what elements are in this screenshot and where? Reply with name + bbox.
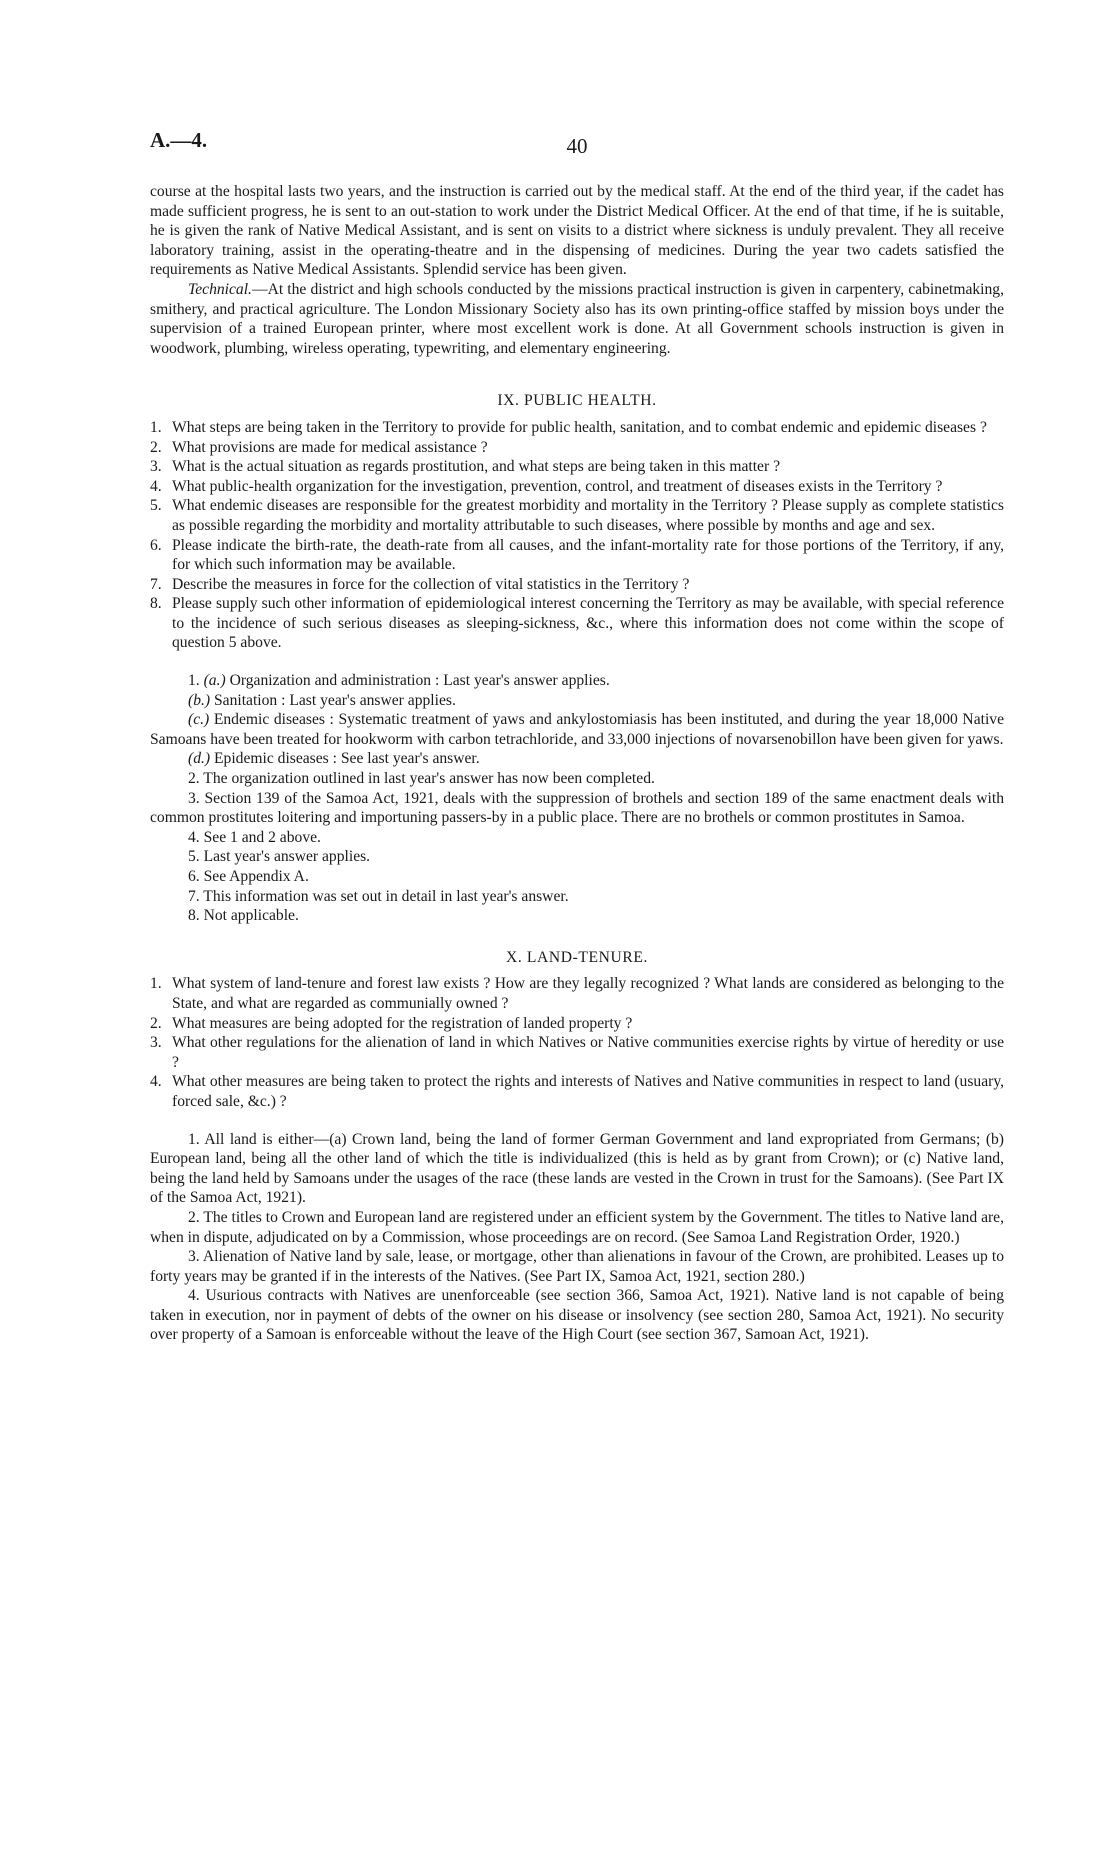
answer-7: 7. This information was set out in detail in last year's answer. — [188, 887, 569, 905]
question-number: 5. — [150, 497, 162, 515]
question-text: Please indicate the birth-rate, the death-rate from all causes, and the infant-mortality rate for those portions of the Territory, if any, for which such information may be available. — [172, 536, 1004, 574]
question-text: What other regulations for the alienation of land in which Natives or Native communities exercise rights by virtue of heredity or use ? — [172, 1034, 1004, 1071]
question-text: What endemic diseases are responsible for the greatest morbidity and mortality in the Territory ? Please supply as complete statistics as possible regarding the morbidity and mortality attributable to such diseases, where possible by months and age and sex. — [172, 497, 1004, 534]
public-health-answers — [150, 671, 1004, 926]
question-text: Please supply such other information of epidemiological interest concerning the Territory as may be available, with special reference to the incidence of such serious diseases as sleeping-sickness, &c., where this information does not come within the scope of question 5 above. — [172, 595, 1004, 652]
question-text: What steps are being taken in the Territory to provide for public health, sanitation, and to combat endemic and epidemic diseases ? — [172, 418, 987, 436]
question-item — [150, 575, 1004, 595]
question-number: 2. — [150, 438, 162, 456]
question-number: 4. — [150, 477, 162, 495]
intro-paragraph: course at the hospital lasts two years, and the instruction is carried out by the medical staff. At the end of the third year, if the cadet has made sufficient progress, he is sent to an out-station to work under the District Medical Officer. At the end of that time, if he is suitable, he is given the rank of Native Medical Assistant, and is sent on visits to a district where sickness is unduly prevalent. They all receive laboratory training, assist in the operating-theatre and in the dispensing of medicines. During the year two cadets satisfied the requirements as Native Medical Assistants. Splendid service has been given. — [150, 183, 1004, 279]
question-number: 3. — [150, 1034, 162, 1052]
answer-4: 4. See 1 and 2 above. — [188, 828, 321, 846]
question-item — [150, 457, 1004, 477]
question-number: 3. — [150, 458, 162, 476]
section-heading-land-tenure: X. LAND-TENURE. — [506, 948, 648, 966]
question-item — [150, 477, 1004, 497]
question-number: 8. — [150, 595, 162, 613]
question-item — [150, 1014, 1004, 1034]
technical-text: —At the district and high schools conducted by the missions practical instruction is given in carpentery, cabinetmaking, smithery, and practical agriculture. The London Missionary Society also has its own printing-office staffed by mission boys under the supervision of a trained European printer, where most excellent work is done. At all Government schools instruction is given in woodwork, plumbing, wireless operating, typewriting, and elementary engineering. — [150, 280, 1004, 357]
answer-1b — [150, 691, 1004, 711]
answer-1d — [150, 749, 1004, 769]
answer-text: Epidemic diseases : See last year's answer. — [210, 750, 480, 768]
answer-1c — [150, 710, 1004, 749]
answer-text: Endemic diseases : Systematic treatment of yaws and ankylostomiasis has been instituted, and during the year 18,000 Native Samoans have been treated for hookworm with carbon tetrachloride, and 33,000 injections of novarsenobillon have been given for yaws. — [150, 711, 1004, 748]
question-item — [150, 418, 1004, 438]
question-number: 6. — [150, 536, 162, 554]
question-item — [150, 496, 1004, 535]
answer-text: Organization and administration : Last year's answer applies. — [225, 672, 610, 690]
question-number: 7. — [150, 575, 162, 593]
land-tenure-questions — [150, 974, 1004, 1111]
question-text: Describe the measures in force for the collection of vital statistics in the Territory ? — [172, 575, 690, 593]
technical-paragraph — [150, 280, 1004, 358]
answer-2: 2. The organization outlined in last year's answer has now been completed. — [188, 770, 655, 788]
answer-text: Sanitation : Last year's answer applies. — [210, 691, 456, 709]
question-item — [150, 1072, 1004, 1111]
answer-2: 2. The titles to Crown and European land are registered under an efficient system by the Government. The titles to Native land are, when in dispute, adjudicated on by a Commission, whose proceedings are on record. (See Samoa Land Registration Order, 1920.) — [150, 1208, 1004, 1246]
question-text: What provisions are made for medical assistance ? — [172, 438, 488, 456]
question-number: 2. — [150, 1014, 162, 1032]
answer-sublabel: (c.) — [188, 711, 210, 729]
question-number: 1. — [150, 418, 162, 436]
land-tenure-answers — [150, 1130, 1004, 1346]
document-reference: A.—4. — [150, 128, 208, 152]
answer-8: 8. Not applicable. — [188, 907, 299, 925]
question-number: 1. — [150, 975, 162, 993]
question-text: What other measures are being taken to protect the rights and interests of Natives and Native communities in respect to land (usuary, forced sale, &c.) ? — [172, 1073, 1004, 1110]
page-number: 40 — [566, 134, 588, 158]
answer-4: 4. Usurious contracts with Natives are unenforceable (see section 366, Samoa Act, 1921). Native land is not capable of being taken in execution, nor in payment of debts of the owner on his disease or insolvency (see section 280, Samoa Act, 1921). No security over property of a Samoan is enforceable without the leave of the High Court (see section 367, Samoan Act, 1921). — [150, 1287, 1004, 1344]
question-text: What system of land-tenure and forest law exists ? How are they legally recognized ? What lands are considered as belonging to the State, and what are regarded as communially owned ? — [172, 975, 1004, 1012]
public-health-questions — [150, 418, 1004, 653]
question-item — [150, 536, 1004, 575]
answer-5: 5. Last year's answer applies. — [188, 848, 371, 866]
answer-1a — [150, 671, 1004, 691]
section-heading-public-health: IX. PUBLIC HEALTH. — [497, 392, 657, 410]
question-text: What public-health organization for the investigation, prevention, control, and treatment of diseases exists in the Territory ? — [172, 477, 943, 495]
answer-sublabel: (b.) — [188, 691, 211, 709]
question-item — [150, 438, 1004, 458]
page-header — [150, 128, 1004, 158]
answer-6: 6. See Appendix A. — [188, 868, 309, 885]
question-text: What measures are being adopted for the registration of landed property ? — [172, 1014, 633, 1032]
answer-3: 3. Section 139 of the Samoa Act, 1921, deals with the suppression of brothels and section 189 of the same enactment deals with common prostitutes loitering and importuning passers-by in a public place. There are no brothels or common prostitutes in Samoa. — [150, 789, 1004, 827]
answer-1: 1. All land is either—(a) Crown land, being the land of former German Government and land expropriated from Germans; (b) European land, being all the other land of which the title is individualized (this is held as by grant from Crown); or (c) Native land, being the land held by Samoans under the usages of the race (these lands are vested in the Crown in trust for the Samoans). (See Part IX of the Samoa Act, 1921). — [150, 1130, 1004, 1207]
question-number: 4. — [150, 1073, 162, 1091]
answer-sublabel: (d.) — [188, 750, 211, 768]
technical-label: Technical. — [188, 280, 252, 298]
answer-number: 1. — [188, 672, 204, 690]
answer-sublabel: (a.) — [203, 672, 226, 690]
question-item — [150, 1033, 1004, 1072]
answer-3: 3. Alienation of Native land by sale, lease, or mortgage, other than alienations in favour of the Crown, are prohibited. Leases up to forty years may be granted if in the interests of the Natives. (See Part IX, Samoa Act, 1921, section 280.) — [150, 1248, 1004, 1285]
question-text: What is the actual situation as regards prostitution, and what steps are being taken in this matter ? — [172, 458, 780, 476]
question-item — [150, 974, 1004, 1013]
question-item — [150, 594, 1004, 653]
page-content — [150, 182, 1004, 1345]
